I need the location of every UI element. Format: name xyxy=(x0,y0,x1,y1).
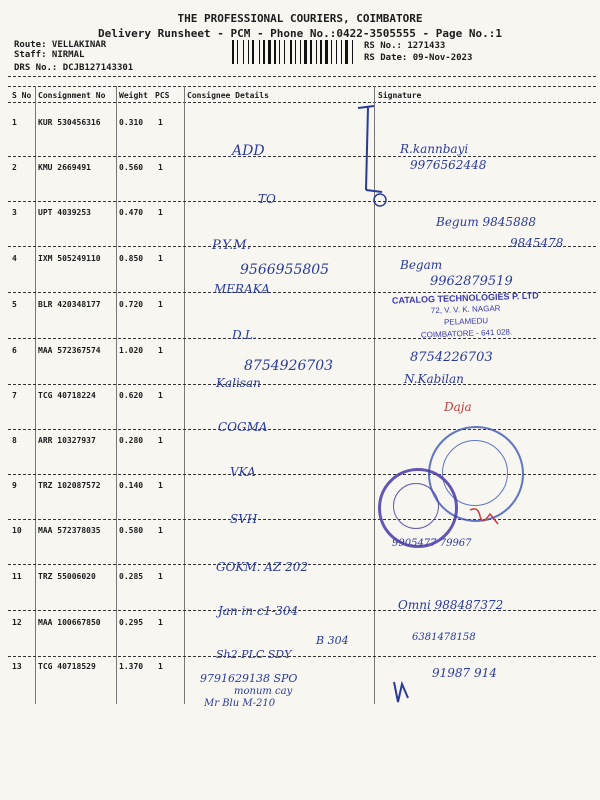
row-sno: 9 xyxy=(12,481,17,490)
row-separator xyxy=(8,429,596,430)
handwritten-note: GOKM. AZ 202 xyxy=(216,560,309,574)
signature: Omni 988487372 xyxy=(398,598,504,612)
row-sno: 6 xyxy=(12,346,17,355)
row-consignment-no: KMU 2669491 xyxy=(38,163,91,172)
col-header-signature: Signature xyxy=(378,91,422,100)
handwritten-note: SVH xyxy=(230,512,258,526)
row-weight: 0.295 xyxy=(119,618,144,627)
row-consignment-no: IXM 505249110 xyxy=(38,254,101,263)
row-separator xyxy=(8,656,596,657)
row-sno: 12 xyxy=(12,618,22,627)
row-weight: 0.285 xyxy=(119,572,144,581)
row-sno: 1 xyxy=(12,118,17,127)
row-consignment-no: MAA 572367574 xyxy=(38,346,101,355)
row-pcs: 1 xyxy=(158,163,163,172)
handwritten-note: TO xyxy=(258,192,276,206)
stamp-address: 72, V. V. K. NAGAR xyxy=(430,303,501,316)
row-consignment-no: MAA 572378035 xyxy=(38,526,101,535)
row-pcs: 1 xyxy=(158,300,163,309)
col-header-details: Consignee Details xyxy=(187,91,269,100)
row-sno: 13 xyxy=(12,662,22,671)
row-weight: 0.560 xyxy=(119,163,144,172)
handwritten-note: 9791629138 SPO xyxy=(200,672,298,685)
row-sno: 4 xyxy=(12,254,17,263)
row-weight: 0.620 xyxy=(119,391,144,400)
row-weight: 1.020 xyxy=(119,346,144,355)
row-consignment-no: ARR 10327937 xyxy=(38,436,96,445)
handwritten-note: Jan in c1-304 xyxy=(218,604,299,618)
row-consignment-no: UPT 4039253 xyxy=(38,208,91,217)
row-sno: 3 xyxy=(12,208,17,217)
barcode xyxy=(232,40,360,64)
handwritten-note: COGMA xyxy=(218,420,268,434)
row-sno: 2 xyxy=(12,163,17,172)
row-pcs: 1 xyxy=(158,254,163,263)
rs-number: RS No.: 1271433 xyxy=(364,41,446,51)
header-bottom-rule xyxy=(8,102,596,103)
round-seal xyxy=(378,468,458,548)
row-separator xyxy=(8,610,596,611)
handwritten-note: 9566955805 xyxy=(240,262,330,278)
drs-number: DRS No.: DCJB127143301 xyxy=(14,63,134,73)
handwritten-note: ADD xyxy=(232,143,265,159)
signature: R.kannbayi xyxy=(400,142,469,156)
handwritten-note: D.L. xyxy=(232,328,257,342)
handwritten-note: monum cay xyxy=(234,686,293,697)
row-consignment-no: TRZ 102087572 xyxy=(38,481,101,490)
row-separator xyxy=(8,246,596,247)
row-consignment-no: TRZ 55006020 xyxy=(38,572,96,581)
column-divider xyxy=(116,86,117,704)
row-weight: 1.370 xyxy=(119,662,144,671)
row-sno: 11 xyxy=(12,572,22,581)
row-weight: 0.310 xyxy=(119,118,144,127)
stamp-company-name: CATALOG TECHNOLOGIES P. LTD xyxy=(391,290,539,306)
row-consignment-no: KUR 530456316 xyxy=(38,118,101,127)
company-title: THE PROFESSIONAL COURIERS, COIMBATORE xyxy=(177,12,423,25)
table-top-rule xyxy=(8,86,596,87)
signature: Begum 9845888 xyxy=(436,215,536,229)
col-header-sno: S No xyxy=(12,91,32,100)
row-pcs: 1 xyxy=(158,118,163,127)
col-header-pcs: PCS xyxy=(155,91,170,100)
row-separator xyxy=(8,384,596,385)
row-pcs: 1 xyxy=(158,436,163,445)
red-pen-mark xyxy=(468,504,502,528)
handwritten-note: Sh2 PLC SDY xyxy=(216,648,292,661)
signature: 8754226703 xyxy=(410,350,493,365)
row-pcs: 1 xyxy=(158,572,163,581)
row-consignment-no: TCG 40718529 xyxy=(38,662,96,671)
row-pcs: 1 xyxy=(158,618,163,627)
signature: Begam xyxy=(400,258,443,272)
column-divider xyxy=(184,86,185,704)
row-weight: 0.280 xyxy=(119,436,144,445)
row-pcs: 1 xyxy=(158,481,163,490)
route-label: Route: VELLAKINAR xyxy=(14,40,107,50)
column-divider xyxy=(35,86,36,704)
handwritten-note: VKA xyxy=(230,465,256,479)
signature: 9962879519 xyxy=(430,274,513,289)
row-sno: 5 xyxy=(12,300,17,309)
row-separator xyxy=(8,519,596,520)
signature: N.Kabilan xyxy=(404,372,464,386)
row-sno: 7 xyxy=(12,391,17,400)
header-divider xyxy=(8,76,596,77)
row-consignment-no: BLR 420348177 xyxy=(38,300,101,309)
row-consignment-no: TCG 40718224 xyxy=(38,391,96,400)
handwritten-note: Kalisan xyxy=(216,376,261,390)
handwritten-note: MERAKA xyxy=(214,282,270,296)
signature: 9905477 79967 xyxy=(392,538,472,549)
row-pcs: 1 xyxy=(158,208,163,217)
handwritten-note: Mr Blu M-210 xyxy=(204,698,276,709)
stamp-address: PELAMEDU xyxy=(443,316,489,327)
handwritten-note: B 304 xyxy=(316,634,349,647)
staff-label: Staff: NIRMAL xyxy=(14,50,85,60)
signature: 6381478158 xyxy=(412,632,476,643)
pen-slash-mark xyxy=(390,680,414,704)
row-weight: 0.470 xyxy=(119,208,144,217)
row-pcs: 1 xyxy=(158,662,163,671)
row-weight: 0.720 xyxy=(119,300,144,309)
rs-date: RS Date: 09-Nov-2023 xyxy=(364,53,473,63)
row-weight: 0.140 xyxy=(119,481,144,490)
row-weight: 0.580 xyxy=(119,526,144,535)
row-pcs: 1 xyxy=(158,391,163,400)
row-pcs: 1 xyxy=(158,346,163,355)
row-consignment-no: MAA 100667850 xyxy=(38,618,101,627)
signature: 9976562448 xyxy=(410,158,487,172)
row-sno: 10 xyxy=(12,526,22,535)
signature: 91987 914 xyxy=(432,666,497,680)
row-sno: 8 xyxy=(12,436,17,445)
signature: Daja xyxy=(444,400,472,414)
pen-mark-arrow xyxy=(352,104,392,214)
row-separator xyxy=(8,156,596,157)
handwritten-note: P.Y.M. xyxy=(212,238,251,253)
handwritten-note: 8754926703 xyxy=(244,358,334,374)
signature: 9845478 xyxy=(510,236,564,250)
stamp-address: COIMBATORE - 641 028. xyxy=(420,327,513,340)
company-stamp xyxy=(377,289,555,349)
row-weight: 0.850 xyxy=(119,254,144,263)
col-header-weight: Weight xyxy=(119,91,148,100)
runsheet-title: Delivery Runsheet - PCM - Phone No.:0422-3505555 - Page No.:1 xyxy=(98,27,502,40)
row-separator xyxy=(8,201,596,202)
col-header-consignment: Consignment No xyxy=(38,91,106,100)
row-pcs: 1 xyxy=(158,526,163,535)
